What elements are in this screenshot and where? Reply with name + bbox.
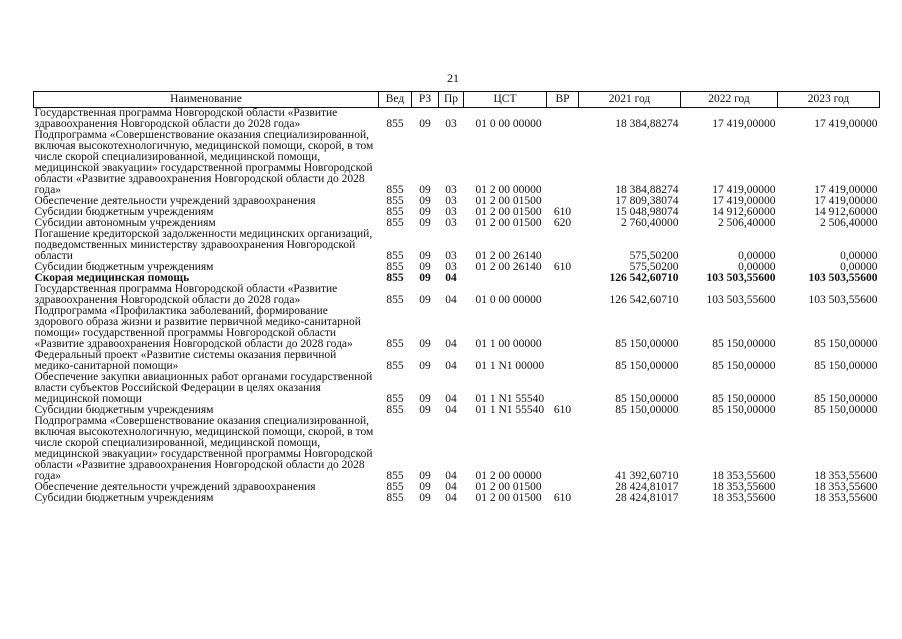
row-name-cell: Субсидии бюджетным учреждениям [34,492,214,504]
row-cst-cell: 01 2 00 26140 [475,250,542,262]
row-vr-cell: 620 [553,217,572,229]
row-cst-cell [464,273,547,284]
row-ved-cell: 855 [386,272,404,284]
row-name-cell: Субсидии автономным учреждениям [34,217,216,229]
row-2021-cell: 126 542,60710 [609,272,679,284]
row-2021-cell: 85 150,00000 [615,393,679,405]
row-ved-cell: 855 [386,404,404,416]
row-vr-cell: 610 [553,206,572,218]
row-2023-cell: 14 912,60000 [814,206,878,218]
row-cst-cell: 01 0 00 00000 [475,118,542,130]
row-cst-cell: 01 2 00 01500 [475,206,542,218]
row-name-cell: Подпрограмма «Совершенствование оказания специализированной, включая высокотехнологичную, медицинской помощи, скорой, в том числе скорой специализированной, медицинской помощи, медицинской эвакуации» государственной программы Новгородской области «Развитие здравоохранения Новгородской области до 2028 года» [34,415,374,482]
row-pr-cell: 04 [445,294,457,306]
row-cst-cell: 01 2 00 01500 [475,481,542,493]
table-row [34,350,880,372]
row-vr-cell: 610 [553,404,572,416]
header-cst: ЦСТ [464,92,547,108]
row-cst-cell: 01 2 00 01500 [475,492,542,504]
table-header [34,92,880,108]
table-body [34,108,880,505]
row-cst-cell: 01 1 00 00000 [475,338,542,350]
row-ved-cell: 855 [386,217,404,229]
row-rz-cell: 09 [419,184,431,196]
row-rz-cell: 09 [419,195,431,207]
row-vr-cell [547,284,579,306]
row-pr-cell: 04 [445,272,457,284]
row-ved-cell: 855 [386,492,404,504]
row-pr-cell: 04 [445,492,457,504]
row-2021-cell: 28 424,81017 [615,481,679,493]
row-2021-cell: 85 150,00000 [615,404,679,416]
row-pr-cell: 03 [445,217,457,229]
row-2023-cell: 103 503,55600 [808,294,878,306]
row-2021-cell: 126 542,60710 [609,294,679,306]
header-name: Наименование [34,92,379,108]
row-2023-cell: 85 150,00000 [814,404,878,416]
row-ved-cell: 855 [386,206,404,218]
row-2021-cell: 17 809,38074 [615,195,679,207]
row-2023-cell: 18 353,55600 [814,481,878,493]
row-name-cell: Государственная программа Новгородской области «Развитие здравоохранения Новгородской области до 2028 года» [34,107,338,130]
row-2022-cell: 18 353,55600 [712,492,776,504]
row-2023-cell: 85 150,00000 [814,360,878,372]
row-rz-cell: 09 [419,272,431,284]
row-cst-cell: 01 2 00 01500 [475,195,542,207]
row-cst-cell: 01 1 N1 55540 [475,393,545,405]
row-rz-cell: 09 [419,393,431,405]
row-name-cell: Подпрограмма «Совершенствование оказания специализированной, включая высокотехнологичную, медицинской помощи, скорой, в том числе скорой специализированной, медицинской помощи, медицинской эвакуации» государственной программы Новгородской области «Развитие здравоохранения Новгородской области до 2028 года» [34,129,374,196]
row-2021-cell: 2 760,40000 [621,217,679,229]
row-pr-cell: 03 [445,184,457,196]
row-rz-cell: 09 [419,338,431,350]
row-pr-cell: 04 [445,481,457,493]
row-2022-cell: 103 503,55600 [706,272,776,284]
row-2022-cell: 17 419,00000 [712,184,776,196]
row-vr-cell [547,306,579,350]
row-2021-cell: 28 424,81017 [615,492,679,504]
row-name-cell: Государственная программа Новгородской области «Развитие здравоохранения Новгородской области до 2028 года» [34,283,338,306]
row-name-cell: Субсидии бюджетным учреждениям [34,206,214,218]
row-ved-cell: 855 [386,481,404,493]
header-vr: ВР [547,92,579,108]
row-2022-cell: 103 503,55600 [706,294,776,306]
row-2022-cell: 85 150,00000 [712,393,776,405]
header-row [34,92,880,108]
row-pr-cell: 04 [445,470,457,482]
row-rz-cell: 09 [419,481,431,493]
row-2022-cell: 2 506,40000 [718,217,776,229]
table-row [34,130,880,196]
row-cst-cell: 01 1 N1 00000 [475,360,545,372]
table-row [34,229,880,262]
row-2023-cell: 0,00000 [840,261,878,273]
row-name-cell: Федеральный проект «Развитие системы оказания первичной медико-санитарной помощи» [34,349,337,372]
row-2022-cell: 18 353,55600 [712,481,776,493]
row-2021-cell: 41 392,60710 [615,470,679,482]
row-2021-cell: 575,50200 [629,250,679,262]
row-name-cell: Субсидии бюджетным учреждениям [34,261,214,273]
row-rz-cell: 09 [419,470,431,482]
row-cst-cell: 01 1 N1 55540 [475,404,545,416]
budget-table [33,91,880,504]
table-row [34,284,880,306]
row-cst-cell: 01 2 00 01500 [475,217,542,229]
row-rz-cell: 09 [419,360,431,372]
row-pr-cell: 04 [445,360,457,372]
row-vr-cell [547,273,579,284]
header-pr: Пр [439,92,464,108]
row-pr-cell: 03 [445,118,457,130]
row-rz-cell: 09 [419,404,431,416]
row-2021-cell: 18 384,88274 [615,118,679,130]
row-ved-cell: 855 [386,360,404,372]
row-pr-cell: 03 [445,206,457,218]
row-pr-cell: 03 [445,195,457,207]
row-2021-cell: 85 150,00000 [615,338,679,350]
row-name-cell: Обеспечение закупки авиационных работ органами государственной власти субъектов Российской Федерации в целях оказания медицинской помощи [34,371,373,405]
row-ved-cell: 855 [386,184,404,196]
row-2023-cell: 18 353,55600 [814,470,878,482]
row-name-cell: Субсидии бюджетным учреждениям [34,404,214,416]
row-name-cell: Погашение кредиторской задолженности медицинских организаций, подведомственных министерству здравоохранения Новгородской области [34,228,373,262]
row-ved-cell: 855 [386,118,404,130]
row-ved-cell: 855 [386,393,404,405]
row-name-cell: Обеспечение деятельности учреждений здравоохранения [34,195,316,207]
row-ved-cell: 855 [386,195,404,207]
table-row [34,108,880,131]
row-2023-cell: 2 506,40000 [820,217,878,229]
row-cst-cell: 01 2 00 00000 [475,184,542,196]
row-vr-cell: 610 [553,261,572,273]
row-2022-cell: 0,00000 [738,250,776,262]
row-ved-cell: 855 [386,250,404,262]
row-vr-cell [547,130,579,196]
table-row [34,372,880,405]
row-rz-cell: 09 [419,261,431,273]
table-row [34,416,880,482]
row-name-cell: Скорая медицинская помощь [34,272,190,284]
row-2021-cell: 15 048,98074 [615,206,679,218]
header-2022: 2022 год [681,92,778,108]
row-ved-cell: 855 [386,470,404,482]
row-pr-cell: 03 [445,261,457,273]
row-pr-cell: 04 [445,404,457,416]
row-vr-cell [547,372,579,405]
row-cst-cell: 01 2 00 00000 [475,470,542,482]
row-2021-cell: 18 384,88274 [615,184,679,196]
row-2023-cell: 0,00000 [840,250,878,262]
row-2022-cell: 85 150,00000 [712,338,776,350]
row-ved-cell: 855 [386,261,404,273]
row-2021-cell: 575,50200 [629,261,679,273]
row-ved-cell: 855 [386,338,404,350]
row-pr-cell: 04 [445,338,457,350]
row-rz-cell: 09 [419,206,431,218]
row-2022-cell: 85 150,00000 [712,360,776,372]
row-2022-cell: 0,00000 [738,261,776,273]
row-2023-cell: 17 419,00000 [814,195,878,207]
table-row [34,493,880,504]
row-2023-cell: 85 150,00000 [814,338,878,350]
row-2022-cell: 17 419,00000 [712,118,776,130]
header-2021: 2021 год [579,92,681,108]
row-2022-cell: 85 150,00000 [712,404,776,416]
row-2023-cell: 18 353,55600 [814,492,878,504]
row-vr-cell [547,229,579,262]
row-2023-cell: 17 419,00000 [814,118,878,130]
row-cst-cell: 01 2 00 26140 [475,261,542,273]
row-pr-cell: 03 [445,250,457,262]
row-2022-cell: 18 353,55600 [712,470,776,482]
row-2022-cell: 14 912,60000 [712,206,776,218]
row-rz-cell: 09 [419,118,431,130]
row-2023-cell: 103 503,55600 [808,272,878,284]
table-row [34,306,880,350]
row-2023-cell: 17 419,00000 [814,184,878,196]
row-vr-cell [547,350,579,372]
row-vr-cell [547,416,579,482]
row-rz-cell: 09 [419,492,431,504]
row-vr-cell: 610 [553,492,572,504]
row-cst-cell: 01 0 00 00000 [475,294,542,306]
row-name-cell: Подпрограмма «Профилактика заболеваний, формирование здорового образа жизни и развитие первичной медико-санитарной помощи» государственной программы Новгородской области «Развитие здравоохранения Новгородской области до 2028 года» [34,305,361,350]
row-name-cell: Обеспечение деятельности учреждений здравоохранения [34,481,316,493]
row-ved-cell: 855 [386,294,404,306]
row-rz-cell: 09 [419,217,431,229]
header-ved: Вед [379,92,412,108]
page-number: 21 [447,71,459,85]
row-pr-cell: 04 [445,393,457,405]
header-2023: 2023 год [778,92,880,108]
row-rz-cell: 09 [419,294,431,306]
row-vr-cell [547,108,579,131]
header-rz: РЗ [412,92,439,108]
row-2023-cell: 85 150,00000 [814,393,878,405]
row-2021-cell: 85 150,00000 [615,360,679,372]
row-rz-cell: 09 [419,250,431,262]
row-2022-cell: 17 419,00000 [712,195,776,207]
